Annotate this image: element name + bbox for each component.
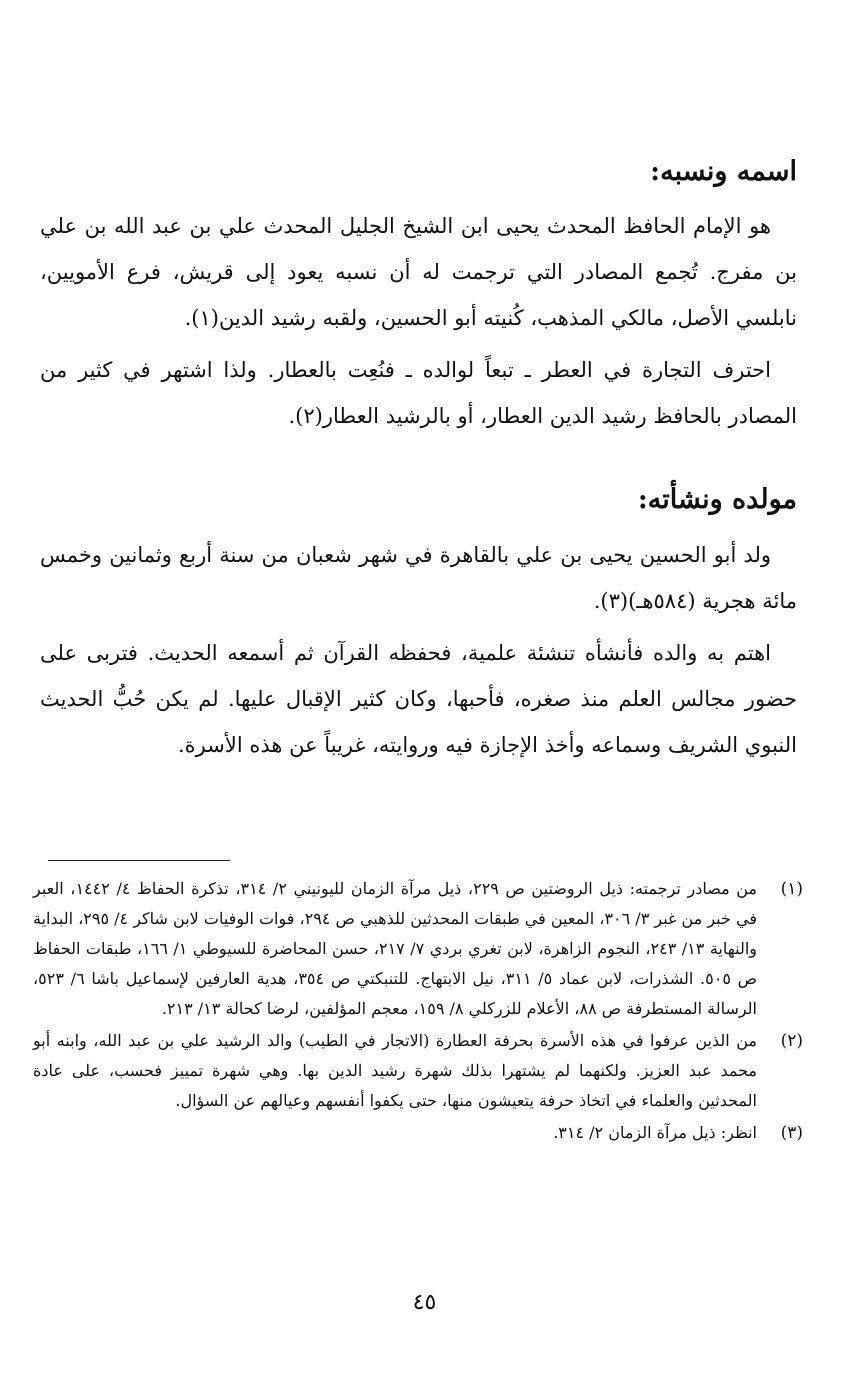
paragraph-perfume-trade: احترف التجارة في العطر ـ تبعاً لوالده ـ فنُعِت بالعطار. ولذا اشتهر في كثير من المصادر بالحافظ رشيد الدين العطار، أو بالرشيد العطار(٢). <box>40 358 797 428</box>
page-number: ٤٥ <box>412 1290 437 1315</box>
paragraph-lineage: هو الإمام الحافظ المحدث يحيى ابن الشيخ الجليل المحدث علي بن عبد الله بن علي بن مفرج. تُجمع المصادر التي ترجمت له أن نسبه يعود إلى قريش، فرع الأمويين، نابلسي الأصل، مالكي المذهب، كُنيته أبو الحسين، ولقبه رشيد الدين(١). <box>40 214 797 330</box>
footnotes <box>33 874 803 1150</box>
footnote-number: (١) <box>780 879 803 899</box>
footnote-number: (٣) <box>780 1123 803 1143</box>
paragraph-birth: ولد أبو الحسين يحيى بن علي بالقاهرة في شهر شعبان من سنة أربع وثمانين وخمس مائة هجرية (٥٨٤هـ)(٣). <box>40 543 797 613</box>
section-heading-name-lineage: اسمه ونسبه: <box>650 156 797 187</box>
section-body-birth-upbringing <box>40 532 797 768</box>
section-body-name-lineage <box>40 203 797 439</box>
footnote-divider <box>48 860 230 861</box>
footnote-text: من الذين عرفوا في هذه الأسرة بحرفة العطارة (الاتجار في الطيب) والد الرشيد علي بن عبد الله، وابنه أبو محمد عبد العزيز. ولكنهما لم يشتهرا بذلك شهرة رشيد الدين بها. وهي شهرة تمييز فحسب، على عادة المحدثين والعلماء في اتخاذ حرفة يتعيشون منها، حتى يكفوا أنفسهم وعيالهم عن السؤال. <box>33 1031 757 1110</box>
paragraph-upbringing: اهتم به والده فأنشأه تنشئة علمية، فحفظه القرآن ثم أسمعه الحديث. فتربى على حضور مجالس العلم منذ صغره، فأحبها، وكان كثير الإقبال عليها. لم يكن حُبُّ الحديث النبوي الشريف وسماعه وأخذ الإجازة فيه وروايته، غريباً عن هذه الأسرة. <box>40 641 797 757</box>
footnote-number: (٢) <box>780 1031 803 1051</box>
footnote-item <box>33 1026 803 1116</box>
footnote-text: من مصادر ترجمته: ذيل الروضتين ص ٢٢٩، ذيل مرآة الزمان لليونيني ٢/ ٣١٤، تذكرة الحفاظ ٤/ ١٤٤٢، العبر في خبر من غبر ٣/ ٣٠٦، المعين في طبقات المحدثين للذهبي ص ٢٩٤، فوات الوفيات لابن شاكر ٤/ ٢٩٥، البداية والنهاية ١٣/ ٢٤٣، النجوم الزاهرة، لابن تغري بردي ٧/ ٢١٧، حسن المحاضرة للسيوطي ١/ ١٦٦، طبقات الحفاظ ص ٥٠٥. الشذرات، لابن عماد ٥/ ٣١١، نيل الابتهاج. للتنبكتي ص ٣٥٤، هدية العارفين لإسماعيل باشا ٦/ ٥٢٣، الرسالة المستطرفة ص ٨٨، الأعلام للزركلي ٨/ ١٥٩، معجم المؤلفين، لرضا كحالة ١٣/ ٢١٣. <box>33 879 757 1018</box>
section-heading-birth-upbringing: مولده ونشأته: <box>637 484 797 515</box>
footnote-item <box>33 1118 803 1148</box>
footnote-text: انظر: ذيل مرآة الزمان ٢/ ٣١٤. <box>553 1123 757 1142</box>
footnote-item <box>33 874 803 1024</box>
